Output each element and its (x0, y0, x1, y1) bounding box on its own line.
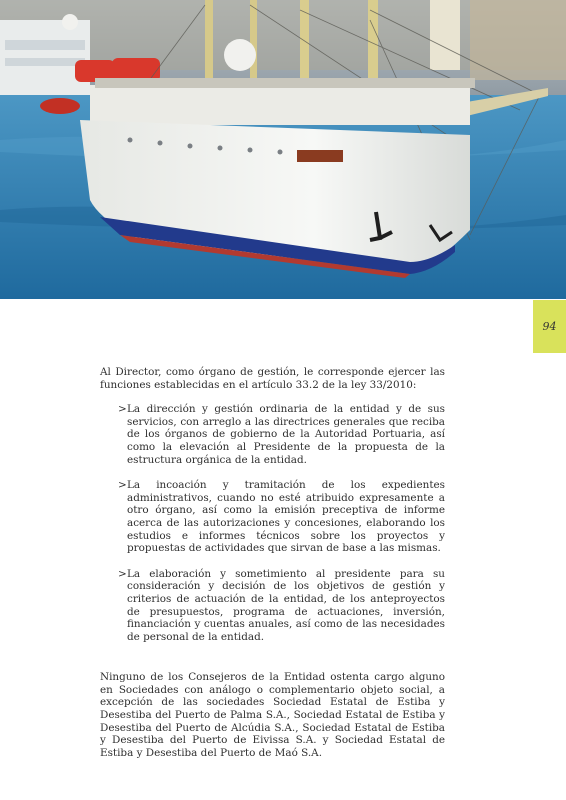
list-item-text: La dirección y gestión ordinaria de la entidad y de sus servicios, con arreglo a las directrices generales que reciba de los órganos de gobierno de la Autoridad Portuaria, así como la elevación al Presidente de la propuesta de la estructura orgánica de la entidad. (127, 403, 445, 466)
page-number-tab (533, 300, 566, 353)
ship-illustration (0, 0, 566, 299)
list-item-text: La incoación y tramitación de los expedientes administrativos, cuando no esté atribuido expresamente a otro órgano, así como la emisión preceptiva de informe acerca de las autorizaciones y concesiones, elaborando los estudios e informes técnicos sobre los proyectos y propuestas de actividades que sirvan de base a las mismas. (127, 479, 445, 555)
list-item (100, 403, 445, 466)
bullet-marker: > (118, 479, 127, 492)
list-item-text: La elaboración y sometimiento al presidente para su consideración y decisión de los objetivos de gestión y criterios de actuación de la entidad, de los anteproyectos de presupuestos, programa de actuaciones, inversión, financiación y cuentas anuales, así como de las necesidades de personal de la entidad. (127, 567, 445, 643)
body-text (100, 366, 445, 759)
page-number: 94 (542, 320, 557, 333)
intro-paragraph: Al Director, como órgano de gestión, le corresponde ejercer las funciones establecidas en el artículo 33.2 de la ley 33/2010: (100, 366, 445, 391)
closing-paragraph: Ninguno de los Consejeros de la Entidad ostenta cargo alguno en Sociedades con análogo o complementario objeto social, a excepción de las sociedades Sociedad Estatal de Estiba y Desestiba del Puerto de Palma S.A., Sociedad Estatal de Estiba y Desestiba del Puerto de Alcúdia S.A., Sociedad Estatal de Estiba y Desestiba del Puerto de Eivissa S.A. y Sociedad Estatal de Estiba y Desestiba del Puerto de Maó S.A. (100, 671, 445, 759)
ship-photo (0, 0, 566, 299)
bullet-marker: > (118, 403, 127, 416)
list-item (100, 568, 445, 644)
list-item (100, 479, 445, 555)
bullet-marker: > (118, 567, 127, 580)
functions-list (100, 403, 445, 643)
